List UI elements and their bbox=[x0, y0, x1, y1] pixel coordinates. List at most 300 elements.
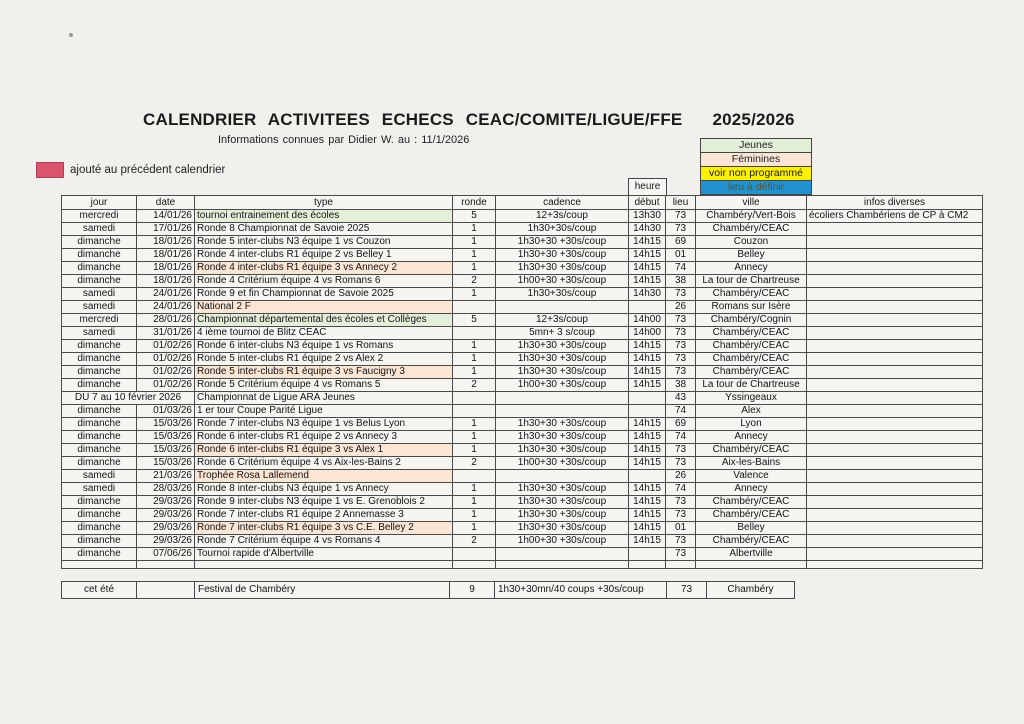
cell-ronde: 1 bbox=[453, 340, 496, 353]
cell-lieu: 73 bbox=[666, 288, 696, 301]
cell-ville: Valence bbox=[696, 470, 807, 483]
cell-date: 15/03/26 bbox=[137, 418, 195, 431]
cell-ville: Annecy bbox=[696, 483, 807, 496]
cell-date: 01/03/26 bbox=[137, 405, 195, 418]
cell-cadence: 12+3s/coup bbox=[496, 210, 629, 223]
page-subtitle: Informations connues par Didier W. au : 11/1/2026 bbox=[218, 134, 470, 146]
cell-date: 01/02/26 bbox=[137, 353, 195, 366]
cell-ville: Belley bbox=[696, 249, 807, 262]
cell-date: 01/02/26 bbox=[137, 340, 195, 353]
cell-infos bbox=[807, 431, 983, 444]
cell-date: 29/03/26 bbox=[137, 535, 195, 548]
cell-date: 24/01/26 bbox=[137, 288, 195, 301]
cell-type: Ronde 4 inter-clubs R1 équipe 3 vs Annecy 2 bbox=[195, 262, 453, 275]
cell-type: Ronde 8 inter-clubs N3 équipe 1 vs Annecy bbox=[195, 483, 453, 496]
cell-ville: Chambéry/CEAC bbox=[696, 444, 807, 457]
cell-jour: dimanche bbox=[62, 262, 137, 275]
cell-cadence: 1h30+30 +30s/coup bbox=[496, 340, 629, 353]
cell-lieu: 73 bbox=[666, 366, 696, 379]
cell-type: Ronde 5 inter-clubs N3 équipe 1 vs Couzon bbox=[195, 236, 453, 249]
cell-type: Ronde 7 inter-clubs N3 équipe 1 vs Belus Lyon bbox=[195, 418, 453, 431]
cell-jour: mercredi bbox=[62, 314, 137, 327]
cell-infos bbox=[807, 548, 983, 561]
cell-jour: dimanche bbox=[62, 431, 137, 444]
cell-heure: 14h15 bbox=[629, 431, 666, 444]
cell-cadence: 1h30+30 +30s/coup bbox=[496, 418, 629, 431]
added-note-label: ajouté au précédent calendrier bbox=[70, 164, 226, 176]
cell-date: 14/01/26 bbox=[137, 210, 195, 223]
table-row bbox=[62, 431, 983, 444]
cell-ronde: 9 bbox=[450, 582, 495, 599]
cell-date: 29/03/26 bbox=[137, 522, 195, 535]
cell-jour: cet été bbox=[62, 582, 137, 599]
cell-ville: La tour de Chartreuse bbox=[696, 379, 807, 392]
cell-ronde: 5 bbox=[453, 314, 496, 327]
table-row bbox=[62, 275, 983, 288]
cell-date: 28/03/26 bbox=[137, 483, 195, 496]
cell-date: 18/01/26 bbox=[137, 275, 195, 288]
summer-festival-row bbox=[62, 582, 795, 599]
table-row bbox=[62, 509, 983, 522]
cell-lieu: 01 bbox=[666, 249, 696, 262]
cell-type: Ronde 5 Critérium équipe 4 vs Romans 5 bbox=[195, 379, 453, 392]
cell-lieu: 69 bbox=[666, 236, 696, 249]
cell-cadence: 1h30+30s/coup bbox=[496, 288, 629, 301]
cell-ville: Belley bbox=[696, 522, 807, 535]
cell-ronde bbox=[453, 327, 496, 340]
table-row bbox=[62, 496, 983, 509]
table-row bbox=[62, 535, 983, 548]
cell-ronde: 1 bbox=[453, 483, 496, 496]
cell-heure: 14h00 bbox=[629, 314, 666, 327]
cell-lieu: 26 bbox=[666, 301, 696, 314]
header-type: type bbox=[195, 196, 453, 210]
cell-cadence: 1h00+30 +30s/coup bbox=[496, 535, 629, 548]
cell-date: 15/03/26 bbox=[137, 431, 195, 444]
cell-infos bbox=[807, 288, 983, 301]
cell-date: 18/01/26 bbox=[137, 262, 195, 275]
table-row bbox=[62, 522, 983, 535]
cell-infos bbox=[807, 314, 983, 327]
table-row bbox=[62, 470, 983, 483]
cell-cadence: 1h00+30 +30s/coup bbox=[496, 275, 629, 288]
cell-date bbox=[137, 561, 195, 569]
cell-type: Festival de Chambéry bbox=[195, 582, 450, 599]
cell-lieu bbox=[666, 561, 696, 569]
empty-row bbox=[62, 561, 983, 569]
cell-cadence: 1h30+30 +30s/coup bbox=[496, 444, 629, 457]
cell-cadence bbox=[496, 392, 629, 405]
cell-type: Trophée Rosa Lallemend bbox=[195, 470, 453, 483]
cell-heure: 14h15 bbox=[629, 509, 666, 522]
cell-cadence: 1h30+30 +30s/coup bbox=[496, 522, 629, 535]
cell-date: 18/01/26 bbox=[137, 236, 195, 249]
cell-ronde: 1 bbox=[453, 262, 496, 275]
cell-ville: Alex bbox=[696, 405, 807, 418]
cell-lieu: 69 bbox=[666, 418, 696, 431]
cell-jour: dimanche bbox=[62, 353, 137, 366]
cell-heure: 14h15 bbox=[629, 483, 666, 496]
cell-infos bbox=[807, 444, 983, 457]
heure-header-box: heure bbox=[628, 178, 667, 196]
cell-jour: dimanche bbox=[62, 405, 137, 418]
cell-ville: Chambéry/Cognin bbox=[696, 314, 807, 327]
cell-ronde bbox=[453, 392, 496, 405]
cell-jour: dimanche bbox=[62, 340, 137, 353]
table-row bbox=[62, 366, 983, 379]
page-title-text: CALENDRIER ACTIVITEES ECHECS CEAC/COMITE/LIGUE/FFE bbox=[143, 110, 683, 129]
cell-type: Ronde 7 inter-clubs R1 équipe 3 vs C.E. Belley 2 bbox=[195, 522, 453, 535]
cell-jour: dimanche bbox=[62, 522, 137, 535]
cell-cadence: 1h30+30 +30s/coup bbox=[496, 431, 629, 444]
cell-cadence bbox=[496, 301, 629, 314]
cell-ronde: 2 bbox=[453, 379, 496, 392]
cell-ville: Chambéry/CEAC bbox=[696, 340, 807, 353]
table-row bbox=[62, 288, 983, 301]
cell-cadence: 1h30+30 +30s/coup bbox=[496, 496, 629, 509]
table-row bbox=[62, 314, 983, 327]
cell-infos bbox=[807, 353, 983, 366]
table-row bbox=[62, 418, 983, 431]
cell-infos bbox=[807, 249, 983, 262]
cell-lieu: 73 bbox=[666, 340, 696, 353]
cell-ronde: 1 bbox=[453, 418, 496, 431]
cell-cadence: 5mn+ 3 s/coup bbox=[496, 327, 629, 340]
cell-heure: 14h30 bbox=[629, 288, 666, 301]
cell-jour: dimanche bbox=[62, 379, 137, 392]
cell-cadence bbox=[496, 548, 629, 561]
cell-ronde bbox=[453, 405, 496, 418]
cell-infos bbox=[807, 392, 983, 405]
cell-ville: Chambéry/CEAC bbox=[696, 223, 807, 236]
cell-merged: DU 7 au 10 février 2026 bbox=[62, 392, 195, 405]
cell-heure: 14h30 bbox=[629, 223, 666, 236]
legend-item: voir non programmé bbox=[701, 166, 811, 180]
cell-infos bbox=[807, 561, 983, 569]
cell-infos bbox=[807, 301, 983, 314]
cell-heure: 14h15 bbox=[629, 522, 666, 535]
cell-type bbox=[195, 561, 453, 569]
table-row bbox=[62, 327, 983, 340]
table-row bbox=[62, 210, 983, 223]
header-cadence: cadence bbox=[496, 196, 629, 210]
cell-jour: dimanche bbox=[62, 535, 137, 548]
cell-type: Ronde 8 Championnat de Savoie 2025 bbox=[195, 223, 453, 236]
summer-festival-table bbox=[61, 581, 795, 599]
cell-infos bbox=[807, 535, 983, 548]
cell-heure: 14h15 bbox=[629, 444, 666, 457]
header-ronde: ronde bbox=[453, 196, 496, 210]
cell-ronde: 1 bbox=[453, 288, 496, 301]
cell-ville bbox=[696, 561, 807, 569]
calendar-table bbox=[61, 195, 983, 569]
cell-jour: dimanche bbox=[62, 236, 137, 249]
cell-date: 24/01/26 bbox=[137, 301, 195, 314]
cell-infos bbox=[807, 379, 983, 392]
table-row bbox=[62, 249, 983, 262]
cell-date: 21/03/26 bbox=[137, 470, 195, 483]
cell-lieu: 73 bbox=[666, 444, 696, 457]
cell-lieu: 73 bbox=[666, 223, 696, 236]
cell-date: 15/03/26 bbox=[137, 457, 195, 470]
cell-ronde: 1 bbox=[453, 366, 496, 379]
cell-date: 31/01/26 bbox=[137, 327, 195, 340]
cell-infos bbox=[807, 236, 983, 249]
cell-date: 29/03/26 bbox=[137, 496, 195, 509]
cell-ronde: 5 bbox=[453, 210, 496, 223]
cell-ville: Chambéry/CEAC bbox=[696, 288, 807, 301]
cell-type: Ronde 7 inter-clubs R1 équipe 2 Annemasse 3 bbox=[195, 509, 453, 522]
cell-infos bbox=[807, 522, 983, 535]
table-row bbox=[62, 236, 983, 249]
cell-cadence bbox=[496, 405, 629, 418]
cell-ville: Couzon bbox=[696, 236, 807, 249]
cell-type: National 2 F bbox=[195, 301, 453, 314]
cell-lieu: 73 bbox=[666, 457, 696, 470]
added-note bbox=[36, 162, 225, 178]
cell-heure: 14h15 bbox=[629, 353, 666, 366]
cell-date: 01/02/26 bbox=[137, 379, 195, 392]
table-row bbox=[62, 262, 983, 275]
cell-infos bbox=[807, 366, 983, 379]
cell-ronde: 1 bbox=[453, 431, 496, 444]
cell-ville: Albertville bbox=[696, 548, 807, 561]
header-jour: jour bbox=[62, 196, 137, 210]
cell-cadence: 1h30+30 +30s/coup bbox=[496, 353, 629, 366]
cell-date: 29/03/26 bbox=[137, 509, 195, 522]
cell-cadence: 1h00+30 +30s/coup bbox=[496, 457, 629, 470]
cell-heure bbox=[629, 405, 666, 418]
cell-lieu: 73 bbox=[666, 496, 696, 509]
cell-lieu: 43 bbox=[666, 392, 696, 405]
cell-date: 07/06/26 bbox=[137, 548, 195, 561]
cell-lieu: 74 bbox=[666, 483, 696, 496]
cell-infos bbox=[807, 509, 983, 522]
cell-heure bbox=[629, 470, 666, 483]
cell-heure: 14h15 bbox=[629, 496, 666, 509]
cell-date bbox=[137, 582, 195, 599]
table-row bbox=[62, 444, 983, 457]
cell-jour: dimanche bbox=[62, 249, 137, 262]
scan-speck bbox=[69, 33, 73, 37]
cell-ronde: 1 bbox=[453, 522, 496, 535]
cell-infos bbox=[807, 496, 983, 509]
pink-swatch-icon bbox=[36, 162, 64, 178]
cell-heure: 14h15 bbox=[629, 457, 666, 470]
cell-infos bbox=[807, 418, 983, 431]
cell-date: 17/01/26 bbox=[137, 223, 195, 236]
cell-heure bbox=[629, 301, 666, 314]
legend-item: Jeunes bbox=[701, 139, 811, 152]
cell-infos bbox=[807, 275, 983, 288]
cell-infos bbox=[807, 262, 983, 275]
cell-ronde: 1 bbox=[453, 236, 496, 249]
cell-heure: 14h15 bbox=[629, 418, 666, 431]
header-infos: infos diverses bbox=[807, 196, 983, 210]
cell-type: Championnat de Ligue ARA Jeunes bbox=[195, 392, 453, 405]
cell-heure: 14h15 bbox=[629, 275, 666, 288]
cell-infos bbox=[807, 340, 983, 353]
page-title-year: 2025/2026 bbox=[712, 110, 795, 129]
cell-ronde bbox=[453, 548, 496, 561]
cell-lieu: 73 bbox=[666, 353, 696, 366]
cell-ronde bbox=[453, 470, 496, 483]
color-legend bbox=[700, 138, 812, 195]
cell-date: 18/01/26 bbox=[137, 249, 195, 262]
cell-ville: Chambéry bbox=[707, 582, 795, 599]
cell-date: 01/02/26 bbox=[137, 366, 195, 379]
cell-type: Ronde 5 inter-clubs R1 équipe 2 vs Alex 2 bbox=[195, 353, 453, 366]
cell-type: Ronde 9 et fin Championnat de Savoie 2025 bbox=[195, 288, 453, 301]
cell-heure: 13h30 bbox=[629, 210, 666, 223]
cell-jour: dimanche bbox=[62, 275, 137, 288]
cell-heure: 14h15 bbox=[629, 236, 666, 249]
cell-jour: samedi bbox=[62, 223, 137, 236]
cell-ville: Chambéry/CEAC bbox=[696, 509, 807, 522]
cell-lieu: 74 bbox=[666, 405, 696, 418]
table-row bbox=[62, 340, 983, 353]
cell-cadence: 1h30+30 +30s/coup bbox=[496, 366, 629, 379]
cell-infos bbox=[807, 470, 983, 483]
cell-ville: Chambéry/CEAC bbox=[696, 496, 807, 509]
table-row bbox=[62, 301, 983, 314]
cell-ville: Chambéry/Vert-Bois bbox=[696, 210, 807, 223]
cell-ronde: 2 bbox=[453, 535, 496, 548]
cell-ville: Lyon bbox=[696, 418, 807, 431]
legend-item: lieu à définir bbox=[701, 180, 811, 194]
cell-infos: écoliers Chambériens de CP à CM2 bbox=[807, 210, 983, 223]
cell-heure: 14h15 bbox=[629, 379, 666, 392]
cell-cadence: 1h30+30 +30s/coup bbox=[496, 483, 629, 496]
cell-jour bbox=[62, 561, 137, 569]
cell-jour: dimanche bbox=[62, 496, 137, 509]
cell-heure: 14h15 bbox=[629, 366, 666, 379]
cell-lieu: 73 bbox=[666, 548, 696, 561]
cell-type: Ronde 6 Critérium équipe 4 vs Aix-les-Bains 2 bbox=[195, 457, 453, 470]
cell-lieu: 73 bbox=[666, 210, 696, 223]
cell-type: 4 ième tournoi de Blitz CEAC bbox=[195, 327, 453, 340]
table-row bbox=[62, 379, 983, 392]
cell-cadence: 1h30+30 +30s/coup bbox=[496, 509, 629, 522]
legend-item: Féminines bbox=[701, 152, 811, 166]
table-row bbox=[62, 223, 983, 236]
cell-ville: Annecy bbox=[696, 431, 807, 444]
cell-ronde: 2 bbox=[453, 275, 496, 288]
cell-ville: Romans sur Isère bbox=[696, 301, 807, 314]
cell-infos bbox=[807, 405, 983, 418]
cell-ville: Chambéry/CEAC bbox=[696, 327, 807, 340]
cell-ronde: 1 bbox=[453, 444, 496, 457]
cell-date: 28/01/26 bbox=[137, 314, 195, 327]
cell-type: Ronde 6 inter-clubs R1 équipe 3 vs Alex 1 bbox=[195, 444, 453, 457]
cell-lieu: 38 bbox=[666, 275, 696, 288]
header-debut: début bbox=[629, 196, 666, 210]
cell-type: Ronde 7 Critérium équipe 4 vs Romans 4 bbox=[195, 535, 453, 548]
cell-jour: dimanche bbox=[62, 444, 137, 457]
cell-jour: dimanche bbox=[62, 366, 137, 379]
cell-lieu: 01 bbox=[666, 522, 696, 535]
cell-ville: Yssingeaux bbox=[696, 392, 807, 405]
cell-ronde: 2 bbox=[453, 457, 496, 470]
cell-lieu: 73 bbox=[666, 509, 696, 522]
cell-ronde: 1 bbox=[453, 496, 496, 509]
cell-type: Ronde 6 inter-clubs R1 équipe 2 vs Annecy 3 bbox=[195, 431, 453, 444]
cell-ronde bbox=[453, 301, 496, 314]
page-title bbox=[143, 110, 795, 130]
cell-type: Ronde 9 inter-clubs N3 équipe 1 vs E. Grenoblois 2 bbox=[195, 496, 453, 509]
table-row bbox=[62, 353, 983, 366]
cell-lieu: 38 bbox=[666, 379, 696, 392]
cell-type: Ronde 4 Critérium équipe 4 vs Romans 6 bbox=[195, 275, 453, 288]
cell-infos bbox=[807, 223, 983, 236]
cell-heure bbox=[629, 548, 666, 561]
cell-cadence: 1h30+30mn/40 coups +30s/coup bbox=[495, 582, 667, 599]
cell-heure: 14h15 bbox=[629, 249, 666, 262]
header-lieu: lieu bbox=[666, 196, 696, 210]
cell-cadence: 1h30+30 +30s/coup bbox=[496, 262, 629, 275]
cell-jour: samedi bbox=[62, 288, 137, 301]
cell-infos bbox=[807, 483, 983, 496]
cell-cadence: 1h00+30 +30s/coup bbox=[496, 379, 629, 392]
cell-jour: mercredi bbox=[62, 210, 137, 223]
cell-heure: 14h15 bbox=[629, 535, 666, 548]
cell-ville: Chambéry/CEAC bbox=[696, 366, 807, 379]
cell-type: Ronde 4 inter-clubs R1 équipe 2 vs Belley 1 bbox=[195, 249, 453, 262]
table-row bbox=[62, 457, 983, 470]
header-row bbox=[62, 196, 983, 210]
table-row bbox=[62, 392, 983, 405]
cell-lieu: 74 bbox=[666, 431, 696, 444]
cell-ronde: 1 bbox=[453, 509, 496, 522]
cell-type: Ronde 6 inter-clubs N3 équipe 1 vs Romans bbox=[195, 340, 453, 353]
cell-type: Championnat départemental des écoles et Collèges bbox=[195, 314, 453, 327]
header-date: date bbox=[137, 196, 195, 210]
cell-ville: Chambéry/CEAC bbox=[696, 353, 807, 366]
cell-ville: Chambéry/CEAC bbox=[696, 535, 807, 548]
cell-lieu: 73 bbox=[666, 327, 696, 340]
cell-lieu: 74 bbox=[666, 262, 696, 275]
cell-ronde bbox=[453, 561, 496, 569]
cell-cadence: 1h30+30 +30s/coup bbox=[496, 249, 629, 262]
cell-infos bbox=[807, 327, 983, 340]
cell-jour: samedi bbox=[62, 470, 137, 483]
cell-lieu: 73 bbox=[666, 314, 696, 327]
cell-cadence bbox=[496, 470, 629, 483]
cell-infos bbox=[807, 457, 983, 470]
cell-lieu: 73 bbox=[667, 582, 707, 599]
cell-jour: samedi bbox=[62, 301, 137, 314]
cell-jour: samedi bbox=[62, 327, 137, 340]
cell-ville: Annecy bbox=[696, 262, 807, 275]
cell-cadence: 1h30+30s/coup bbox=[496, 223, 629, 236]
cell-cadence: 12+3s/coup bbox=[496, 314, 629, 327]
cell-jour: samedi bbox=[62, 483, 137, 496]
cell-lieu: 73 bbox=[666, 535, 696, 548]
cell-cadence: 1h30+30 +30s/coup bbox=[496, 236, 629, 249]
calendar-rows bbox=[62, 210, 983, 569]
cell-type: Tournoi rapide d'Albertville bbox=[195, 548, 453, 561]
cell-ronde: 1 bbox=[453, 223, 496, 236]
cell-lieu: 26 bbox=[666, 470, 696, 483]
cell-jour: dimanche bbox=[62, 548, 137, 561]
cell-ville: La tour de Chartreuse bbox=[696, 275, 807, 288]
cell-ronde: 1 bbox=[453, 249, 496, 262]
table-row bbox=[62, 483, 983, 496]
table-row bbox=[62, 548, 983, 561]
cell-jour: dimanche bbox=[62, 509, 137, 522]
cell-cadence bbox=[496, 561, 629, 569]
cell-date: 15/03/26 bbox=[137, 444, 195, 457]
